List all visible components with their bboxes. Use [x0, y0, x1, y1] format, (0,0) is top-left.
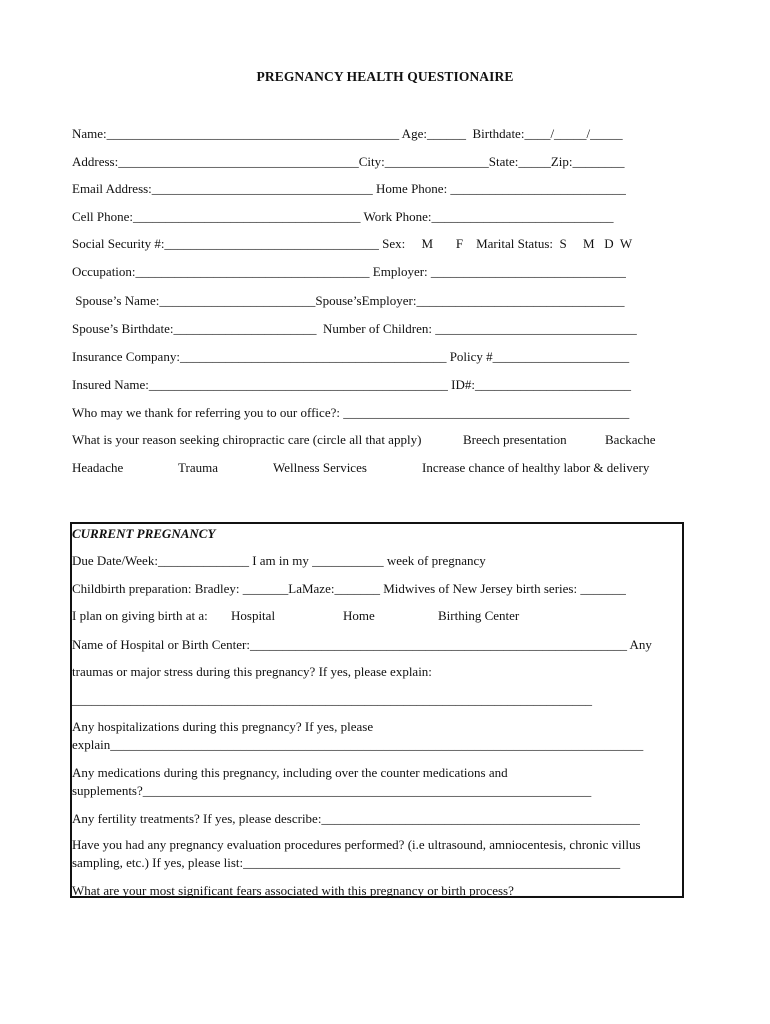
medications-answer-line[interactable]: supplements?_____________________________________________________________________ [72, 783, 592, 798]
traumas-answer-line[interactable]: ________________________________________________________________________________ [72, 692, 592, 707]
insurance-policy-row[interactable]: Insurance Company:_________________________________________ Policy #_____________________ [72, 349, 630, 364]
hospital-name-row[interactable]: Name of Hospital or Birth Center:__________________________________________________________ Any [72, 637, 652, 652]
reason-option-backache[interactable]: Backache [605, 432, 656, 447]
current-pregnancy-heading: CURRENT PREGNANCY [72, 526, 216, 541]
evaluation-question: Have you had any pregnancy evaluation procedures performed? (i.e ultrasound, amniocentesis, chronic villus [72, 837, 641, 852]
spouse-birthdate-children-row[interactable]: Spouse’s Birthdate:______________________ Number of Children: _______________________________ [72, 321, 637, 336]
reason-option-breech[interactable]: Breech presentation [463, 432, 567, 447]
reason-option-headache[interactable]: Headache [72, 460, 124, 475]
hospitalizations-question: Any hospitalizations during this pregnancy? If yes, please [72, 719, 374, 734]
childbirth-prep-row[interactable]: Childbirth preparation: Bradley: _______LaMaze:_______ Midwives of New Jersey birth series: _______ [72, 581, 626, 596]
reason-option-labor[interactable]: Increase chance of healthy labor & delivery [422, 460, 650, 475]
page-title: PREGNANCY HEALTH QUESTIONAIRE [256, 69, 514, 84]
birth-option-home[interactable]: Home [343, 608, 375, 623]
evaluation-answer-line[interactable]: sampling, etc.) If yes, please list:__________________________________________________________ [72, 855, 621, 870]
occupation-employer-row[interactable]: Occupation:____________________________________ Employer: ______________________________ [72, 264, 626, 279]
birth-place-prompt: I plan on giving birth at a: [72, 608, 208, 623]
hospitalizations-answer-line[interactable]: explain__________________________________________________________________________________ [72, 737, 644, 752]
address-row[interactable]: Address:_____________________________________City:________________State:_____Zip:________ [72, 154, 625, 169]
spouse-row[interactable]: Spouse’s Name:________________________Spouse’sEmployer:________________________________ [72, 293, 625, 308]
fertility-row[interactable]: Any fertility treatments? If yes, please describe:_________________________________________________ [72, 811, 640, 826]
fears-row[interactable]: What are your most significant fears associated with this pregnancy or birth process?________________ [72, 883, 618, 898]
reason-option-trauma[interactable]: Trauma [178, 460, 218, 475]
ssn-sex-marital-row[interactable]: Social Security #:_________________________________ Sex: M F Marital Status: S M D W [72, 236, 633, 251]
insured-id-row[interactable]: Insured Name:______________________________________________ ID#:________________________ [72, 377, 631, 392]
reason-prompt: What is your reason seeking chiropractic care (circle all that apply) [72, 432, 422, 447]
email-homephone-row[interactable]: Email Address:__________________________________ Home Phone: ___________________________ [72, 181, 626, 196]
traumas-question: traumas or major stress during this pregnancy? If yes, please explain: [72, 664, 432, 679]
medications-question: Any medications during this pregnancy, including over the counter medications and [72, 765, 508, 780]
birth-option-center[interactable]: Birthing Center [438, 608, 520, 623]
due-date-row[interactable]: Due Date/Week:______________ I am in my ___________ week of pregnancy [72, 553, 486, 568]
name-age-birthdate-row[interactable]: Name:_____________________________________________ Age:______ Birthdate:____/_____/_____ [72, 126, 623, 141]
birth-option-hospital[interactable]: Hospital [231, 608, 276, 623]
reason-option-wellness[interactable]: Wellness Services [273, 460, 367, 475]
referral-row[interactable]: Who may we thank for referring you to our office?: ____________________________________________ [72, 405, 630, 420]
cell-workphone-row[interactable]: Cell Phone:___________________________________ Work Phone:____________________________ [72, 209, 614, 224]
